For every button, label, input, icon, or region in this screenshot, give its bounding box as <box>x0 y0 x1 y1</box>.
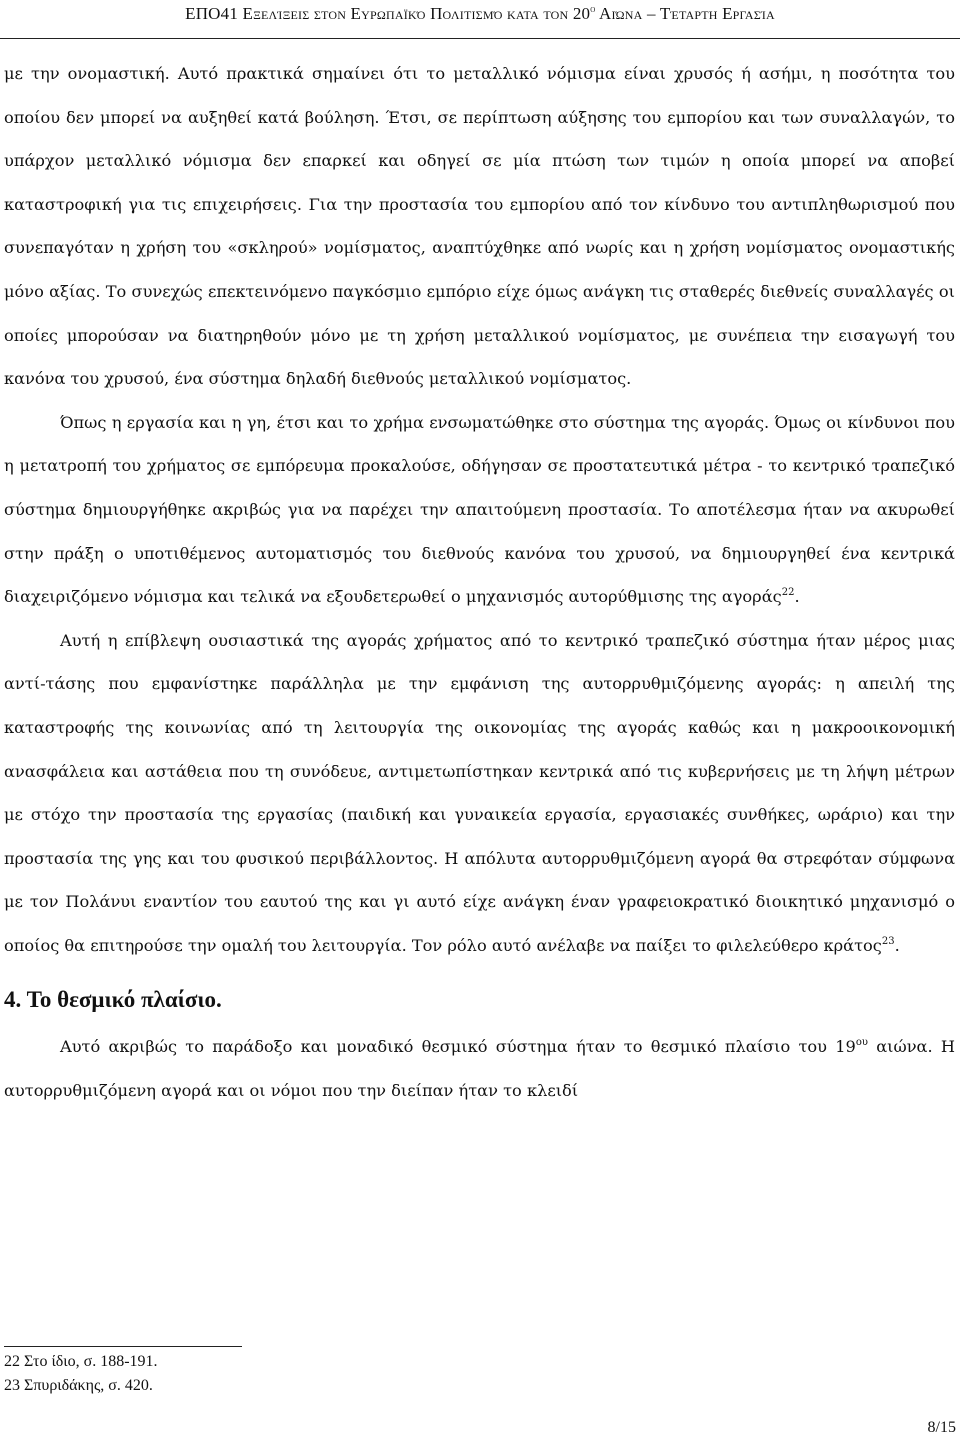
header-rule <box>0 38 960 39</box>
running-header <box>0 0 960 42</box>
footnote-number: 23 <box>4 1377 20 1394</box>
paragraph <box>4 619 955 968</box>
paragraph-text: Αυτή η επίβλεψη ουσιαστικά της αγοράς χρήματος από το κεντρικό τραπεζικό σύστημα ήταν μέρος μιας αντί-τάσης που εμφανίστηκε παράλληλα με την εμφάνιση της αυτορρυθμιζόμενης αγοράς: η απειλή της καταστροφής της κοινωνίας από τη λειτουργία της οικονομίας της αγοράς καθώς και η μακροοικονομική ανασφάλεια και αστάθεια που τη συνόδευε, αντιμετωπίστηκαν κεντρικά από τις κυβερνήσεις με τη λήψη μέτρων με στόχο την προστασία της εργασίας (παιδική και γυναικεία εργασία, εργασιακές συνθήκες, ωράριο) και την προστασία της γης και του φυσικού περιβάλλοντος. Η απόλυτα αυτορρυθμιζόμενη αγορά θα στρεφόταν σύμφωνα με τον Πολάνυι εναντίον του εαυτού της και γι αυτό είχε ανάγκη έναν γραφειοκρατικό διοικητικό μηχανισμό ο οποίος θα επιτηρούσε την ομαλή του λειτουργία. Τον ρόλο αυτό ανέλαβε να παίξει το φιλελεύθερο κράτος <box>4 630 955 955</box>
paragraph-tail: . <box>894 935 900 955</box>
footnote-reference[interactable]: 22 <box>781 587 795 599</box>
footnote-number: 22 <box>4 1353 20 1370</box>
footnote-separator <box>4 1346 242 1347</box>
footnote-text: Στο ίδιο, σ. 188-191. <box>24 1353 158 1370</box>
section-heading: 4. Το θεσμικό πλαίσιο. <box>4 987 222 1013</box>
footnote <box>4 1374 704 1398</box>
footnote <box>4 1350 704 1374</box>
section-paragraph <box>4 1025 955 1112</box>
section-text-after: αιώνα. Η αυτορρυθμιζόμενη αγορά και οι νόμοι που την διείπαν ήταν το κλειδί <box>4 1037 955 1101</box>
paragraph <box>4 401 955 619</box>
paragraph-text: με την ονομαστική. Αυτό πρακτικά σημαίνει ότι το μεταλλικό νόμισμα είναι χρυσός ή ασήμι, η ποσότητα του οποίου δεν μπορεί να αυξηθεί κατά βούληση. Έτσι, σε περίπτωση αύξησης του εμπορίου και των συναλλαγών, το υπάρχον μεταλλικό νόμισμα δεν επαρκεί και οδηγεί σε μία πτώση των τιμών η οποία μπορεί να αποβεί καταστροφική για τις επιχειρήσεις. Για την προστασία του εμπορίου από τον κίνδυνο του αντιπληθωρισμού που συνεπαγόταν η χρήση του «σκληρού» νομίσματος, αναπτύχθηκε από νωρίς και η χρήση νομίσματος ονομαστικής μόνο αξίας. Το συνεχώς επεκτεινόμενο παγκόσμιο εμπόριο είχε όμως ανάγκη τις σταθερές διεθνείς συναλλαγές οι οποίες μπορούσαν να διατηρηθούν μόνο με τη χρήση μεταλλικού νομίσματος, με συνέπεια την εισαγωγή του κανόνα του χρυσού, ένα σύστημα δηλαδή διεθνούς μεταλλικού νομίσματος. <box>4 64 955 389</box>
footnote-reference[interactable]: 23 <box>881 935 895 947</box>
footnotes <box>4 1350 704 1398</box>
header-title-superscript: ο <box>590 4 596 15</box>
page-number: 8/15 <box>927 1419 956 1436</box>
paragraph-tail: . <box>794 587 800 607</box>
paragraph-continued <box>4 52 955 401</box>
header-title: ΕΠΟ41 Εξελίξεις στον Ευρωπαϊκό Πολιτισμό κατα τον 20 <box>185 4 591 23</box>
footnote-text: Σπυριδάκης, σ. 420. <box>24 1377 153 1394</box>
paragraph-text: Όπως η εργασία και η γη, έτσι και το χρήμα ενσωματώθηκε στο σύστημα της αγοράς. Όμως οι κίνδυνοι που η μετατροπή του χρήματος σε εμπόρευμα προκαλούσε, οδήγησαν σε προστατευτικά μέτρα - το κεντρικό τραπεζικό σύστημα δημιουργήθηκε ακριβώς για να παρέχει την απαιτούμενη προστασία. Το αποτέλεσμα ήταν να ακυρωθεί στην πράξη ο υποτιθέμενος αυτοματισμός του διεθνούς κανόνα του χρυσού, να δημιουργηθεί ένα κεντρικά διαχειριζόμενο νόμισμα και τελικά να εξουδετερωθεί ο μηχανισμός αυτορύθμισης της αγοράς <box>4 412 955 607</box>
ordinal-superscript: ου <box>855 1037 868 1049</box>
section-text-before: Αυτό ακριβώς το παράδοξο και μοναδικό θεσμικό σύστημα ήταν το θεσμικό πλαίσιο του 19 <box>60 1037 856 1057</box>
header-title-tail: Αιώνα – Τέταρτη Εργασία <box>595 4 775 23</box>
body-text <box>4 52 955 1113</box>
